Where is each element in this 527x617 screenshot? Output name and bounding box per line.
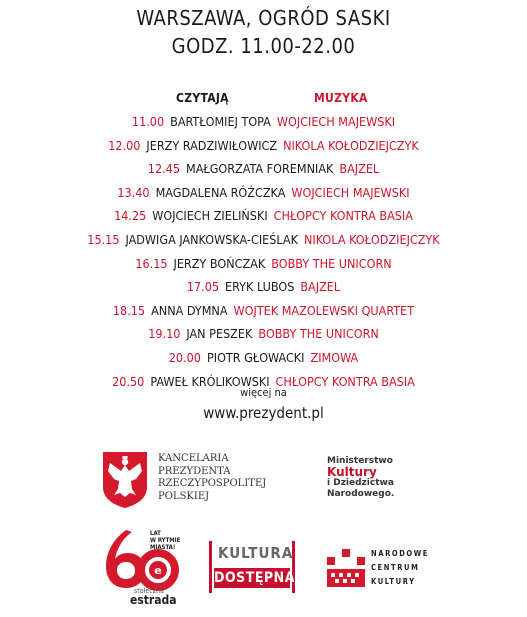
tag-line: MIASTA!	[150, 544, 176, 551]
mkidn-line: Ministerstwo	[327, 456, 393, 466]
schedule-time: 15.15	[87, 231, 120, 247]
estrada-logo	[100, 526, 195, 606]
schedule-row	[0, 299, 527, 323]
schedule-row	[0, 275, 527, 299]
schedule-time: 14.25	[114, 208, 147, 224]
estrada-name: estrada	[130, 593, 177, 607]
schedule-row	[0, 228, 527, 252]
nck-line: KULTURY	[371, 577, 416, 586]
schedule-row	[0, 252, 527, 276]
tag-line: W RYTMIE	[150, 537, 181, 544]
schedule-music: WOJCIECH MAJEWSKI	[276, 114, 396, 129]
nck-name	[371, 547, 429, 589]
schedule-time: 12.45	[147, 161, 180, 177]
schedule-music: BAJZEL	[339, 161, 380, 177]
kultura-dostepna-logo	[209, 541, 295, 593]
kprp-line: PREZYDENTA	[158, 465, 231, 477]
schedule-row	[0, 157, 527, 181]
schedule-reader: PIOTR GŁOWACKI	[206, 349, 305, 365]
crown-squares-logo-icon	[325, 547, 367, 589]
mkidn-line: i Dziedzictwa	[327, 478, 394, 488]
schedule-row	[0, 204, 527, 228]
schedule-music: CHŁOPCY KONTRA BASIA	[273, 208, 413, 224]
schedule-row	[0, 322, 527, 346]
schedule-music: BAJZEL	[300, 279, 341, 295]
schedule-reader: WOJCIECH ZIELIŃSKI	[152, 208, 268, 224]
event-location: WARSZAWA, OGRÓD SASKI	[136, 6, 391, 30]
kd-bottom-text: DOSTĘPNA	[214, 570, 295, 586]
schedule-reader: PAWEŁ KRÓLIKOWSKI	[150, 373, 270, 389]
nck-line: CENTRUM	[371, 563, 420, 572]
schedule-time: 20.50	[112, 373, 145, 389]
schedule-reader: MAŁGORZATA FOREMNIAK	[185, 161, 334, 177]
kprp-name	[158, 453, 266, 503]
schedule-music: ZIMOWA	[310, 349, 359, 365]
svg-text:e: e	[154, 564, 162, 577]
tag-line: LAT	[150, 530, 161, 537]
schedule-time: 12.00	[108, 137, 141, 153]
schedule-reader: JADWIGA JANKOWSKA-CIEŚLAK	[125, 231, 298, 247]
schedule-row	[0, 134, 527, 158]
kprp-line: POLSKIEJ	[158, 490, 210, 502]
mkidn-line: Narodowego.	[327, 489, 395, 499]
schedule-time: 20.00	[168, 349, 201, 365]
schedule-row	[0, 110, 527, 134]
schedule-reader: MAGDALENA RÓŻCZKA	[155, 184, 286, 200]
polish-eagle-emblem-icon	[100, 449, 150, 509]
schedule-row	[0, 181, 527, 205]
schedule-music: BOBBY THE UNICORN	[271, 255, 392, 271]
more-info-label: więcej na	[240, 386, 287, 399]
schedule-reader: JERZY BOŃCZAK	[173, 255, 266, 271]
mkidn-logo	[327, 456, 394, 500]
music-column-header: MUZYKA	[314, 91, 368, 105]
event-hours: GODZ. 11.00-22.00	[171, 34, 356, 58]
schedule-music: NIKOLA KOŁODZIEJCZYK	[304, 231, 440, 247]
schedule-reader: BARTŁOMIEJ TOPA	[170, 114, 271, 129]
schedule-music: NIKOLA KOŁODZIEJCZYK	[283, 137, 419, 153]
kd-top-text: KULTURA	[218, 544, 294, 562]
schedule-time: 11.00	[131, 114, 165, 129]
schedule-reader: ERYK LUBOS	[225, 279, 295, 295]
schedule-row	[0, 346, 527, 370]
schedule-time: 16.15	[135, 255, 168, 271]
schedule-list	[0, 110, 527, 393]
estrada-tagline	[150, 530, 180, 551]
schedule-music: WOJCIECH MAJEWSKI	[291, 184, 410, 200]
nck-line: NARODOWE	[371, 549, 429, 558]
kprp-line: RZECZYPOSPOLITEJ	[158, 478, 267, 489]
schedule-time: 17.05	[186, 279, 220, 295]
schedule-music: CHŁOPCY KONTRA BASIA	[275, 373, 415, 389]
schedule-music: BOBBY THE UNICORN	[258, 326, 379, 342]
estrada-sub: stołeczna	[134, 587, 164, 595]
schedule-reader: JAN PESZEK	[186, 326, 253, 342]
readers-column-header: CZYTAJĄ	[176, 91, 229, 105]
nck-logo	[325, 547, 440, 587]
kprp-logo	[100, 449, 267, 509]
schedule-time: 18.15	[112, 302, 146, 318]
kprp-line: KANCELARIA	[158, 453, 229, 464]
schedule-music: WOJTEK MAZOLEWSKI QUARTET	[233, 302, 415, 318]
schedule-time: 19.10	[148, 326, 181, 342]
schedule-reader: ANNA DYMNA	[151, 302, 228, 318]
website-link[interactable]: www.prezydent.pl	[203, 404, 324, 422]
mkidn-line: Kultury	[327, 465, 377, 479]
schedule-reader: JERZY RADZIWIŁOWICZ	[146, 137, 278, 153]
schedule-time: 13.40	[117, 184, 150, 200]
